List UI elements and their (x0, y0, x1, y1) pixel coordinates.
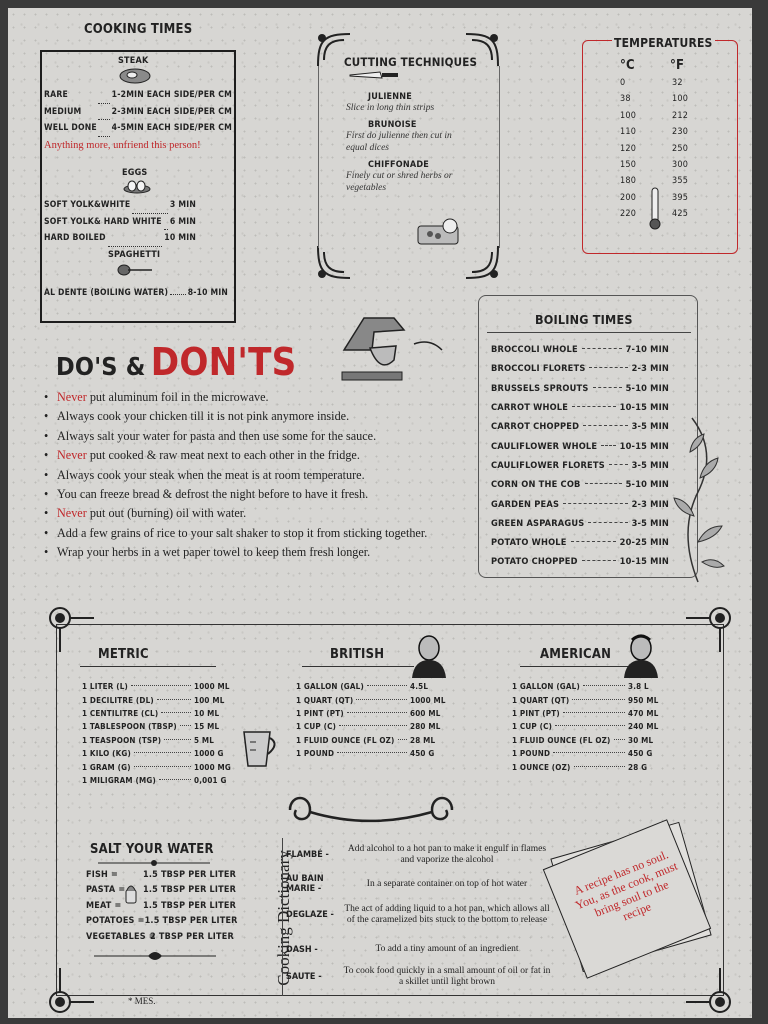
temperature-row (620, 78, 700, 94)
boiling-time: 10-15 MIN (619, 440, 669, 452)
salt-food: POTATOES = (86, 916, 145, 927)
salt-row (86, 932, 236, 947)
leader-dots (98, 90, 110, 104)
british-value: 450 G (410, 749, 435, 759)
temperatures-title: TEMPERATURES (614, 36, 713, 50)
ornament-corner-icon (462, 242, 502, 282)
cooking-times-title: COOKING TIMES (84, 22, 193, 37)
dos-item (44, 543, 456, 562)
dos-text: You can freeze bread & defrost the night before to have it fresh. (57, 487, 369, 502)
leader-dots (180, 725, 191, 726)
salt-title: SALT YOUR WATER (90, 842, 214, 857)
dos-text: Always salt your water for pasta and then use some for the sauce. (57, 428, 377, 443)
fahrenheit-value: 300 (672, 159, 689, 170)
cooking-times-box (40, 50, 236, 323)
celsius-value: 180 (620, 176, 637, 187)
metric-unit: 1 TEASPOON (TSP) (82, 735, 162, 745)
boiling-time: 2-3 MIN (631, 498, 669, 510)
egg-row (44, 233, 196, 250)
american-unit: 1 PINT (PT) (512, 708, 560, 718)
celsius-heading: °C (620, 58, 635, 73)
celsius-value: 38 (620, 94, 631, 105)
signature: * MES. (128, 996, 156, 1006)
spaghetti-row (44, 288, 228, 298)
metric-value: 1000 ML (194, 682, 230, 692)
metric-unit: 1 GRAM (G) (82, 762, 131, 772)
dos-item (44, 427, 456, 446)
boiling-time: 5-10 MIN (625, 382, 669, 394)
salt-food: FISH = (86, 870, 118, 880)
leader-dots (398, 739, 407, 740)
boiling-row (491, 494, 669, 513)
ornament-divider-icon (90, 950, 220, 962)
dictionary-term: SAUTE - (286, 972, 322, 982)
dos-item (44, 485, 456, 504)
cutting-technique-desc: Slice in long thin strips (346, 103, 435, 113)
british-row (296, 707, 448, 720)
dictionary-entry (286, 944, 552, 955)
divider (302, 666, 414, 667)
ornament-corner-icon (44, 966, 96, 1018)
dos-text: Always cook your steak when the meat is at room temperature. (57, 467, 365, 482)
american-title: AMERICAN (540, 647, 612, 662)
metric-unit: 1 KILO (KG) (82, 749, 131, 759)
leader-dashes (571, 541, 616, 542)
american-unit: 1 POUND (512, 749, 551, 759)
divider (487, 332, 691, 333)
egg-row (44, 217, 196, 234)
steak-doneness: RARE (44, 90, 68, 100)
salt-row (86, 885, 236, 900)
dos-text: Always cook your chicken till it is not pink anymore inside. (57, 409, 350, 424)
british-value: 1000 ML (410, 695, 446, 705)
leader-dashes (582, 560, 616, 561)
british-unit: 1 GALLON (GAL) (296, 682, 364, 692)
leader-dashes (609, 464, 628, 465)
british-title: BRITISH (330, 647, 385, 662)
british-row (296, 734, 448, 747)
american-row (512, 693, 666, 706)
dos-text: put cooked & raw meat next to each other in the fridge. (86, 448, 360, 463)
boiling-row (491, 359, 669, 378)
ornament-corner-icon (684, 966, 736, 1018)
divider (80, 666, 216, 667)
dos-item (44, 504, 456, 523)
knife-icon (348, 70, 400, 80)
boiling-title: BOILING TIMES (535, 312, 633, 327)
american-row (512, 680, 666, 693)
boiling-time: 10-15 MIN (619, 556, 669, 568)
cutting-technique-desc: First do julienne then cut in equal dices (346, 131, 452, 153)
leader-dots (347, 712, 407, 713)
dos-title (56, 340, 296, 384)
leader-dots (572, 699, 625, 700)
stand-mixer-icon (334, 310, 454, 386)
boiling-row (491, 533, 669, 552)
fahrenheit-value: 100 (672, 94, 689, 105)
steak-time: 2-3MIN EACH SIDE/PER CM (111, 106, 232, 117)
fahrenheit-heading: °F (670, 58, 685, 73)
dos-text: Wrap your herbs in a wet paper towel to keep them fresh longer. (57, 545, 371, 560)
portrait-icon (622, 632, 660, 678)
american-unit: 1 CUP (C) (512, 722, 553, 732)
leader-dots (553, 752, 625, 753)
cutting-title: CUTTING TECHNIQUES (344, 55, 478, 69)
boiling-list (491, 340, 669, 572)
dictionary-definition: The act of adding liquid to a hot pan, which allows all of the caramelized bits stuck to the bottom to release (344, 904, 550, 925)
leader-dashes (601, 445, 615, 446)
metric-row (82, 707, 232, 720)
steak-heading: STEAK (118, 56, 149, 66)
british-value: 28 ML (410, 735, 436, 745)
celsius-value: 0 (620, 78, 626, 88)
metric-unit: 1 CENTILITRE (CL) (82, 708, 159, 718)
british-list (296, 680, 448, 760)
american-row (512, 734, 666, 747)
american-row (512, 707, 666, 720)
leader-dots (98, 107, 110, 121)
cutting-technique-name: JULIENNE (368, 92, 412, 102)
british-row (296, 747, 448, 760)
leader-dots (108, 233, 163, 247)
leader-dots (574, 766, 625, 767)
boiling-row (491, 514, 669, 533)
dos-warning: Never (57, 390, 87, 404)
salt-food: MEAT = (86, 900, 122, 911)
donts-title-part: DON'TS (150, 340, 297, 384)
british-value: 600 ML (410, 708, 441, 718)
dictionary-term: DASH - (286, 944, 318, 955)
spaghetti-label: AL DENTE (BOILING WATER) (44, 288, 169, 298)
steak-doneness: MEDIUM (44, 106, 82, 117)
american-value: 950 ML (628, 695, 659, 705)
salt-amount: 1.5 TBSP PER LITER (142, 900, 236, 911)
eggs-heading: EGGS (122, 168, 148, 178)
metric-value: 1000 MG (194, 762, 232, 772)
metric-list (82, 680, 232, 787)
dictionary-entry (286, 844, 552, 866)
metric-row (82, 693, 232, 706)
leader-dots (583, 685, 625, 686)
dictionary-term: FLAMBÉ - (286, 850, 329, 860)
boiling-item: CAULIFLOWER WHOLE (491, 440, 598, 452)
dos-item (44, 407, 456, 426)
divider (282, 838, 283, 996)
boiling-row (491, 417, 669, 436)
ornament-corner-icon (44, 602, 96, 654)
salt-row (86, 901, 236, 916)
celsius-value: 200 (620, 192, 637, 203)
metric-unit: 1 DECILITRE (DL) (82, 695, 154, 705)
dos-item (44, 524, 456, 543)
metric-row (82, 774, 232, 787)
boiling-row (491, 379, 669, 398)
british-unit: 1 CUP (C) (296, 722, 337, 732)
dictionary-definition: To cook food quickly in a small amount of oil or fat in a skillet until light brown (343, 966, 551, 987)
fahrenheit-value: 250 (672, 143, 689, 154)
metric-row (82, 720, 232, 733)
boiling-time: 7-10 MIN (625, 344, 669, 356)
fahrenheit-value: 32 (672, 78, 683, 88)
american-value: 470 ML (628, 708, 659, 718)
leader-dashes (585, 483, 622, 484)
metric-unit: 1 MILIGRAM (MG) (82, 775, 156, 785)
american-row (512, 760, 666, 773)
fahrenheit-value: 355 (672, 176, 689, 187)
boiling-item: CARROT CHOPPED (491, 421, 580, 433)
fahrenheit-value: 425 (672, 209, 689, 220)
egg-time: 6 MIN (169, 216, 196, 227)
american-unit: 1 QUART (QT) (512, 695, 570, 705)
leader-dots (134, 766, 191, 767)
measuring-cup-icon (236, 726, 282, 770)
leader-dots (614, 739, 625, 740)
celsius-value: 100 (620, 110, 637, 121)
dictionary-entry (286, 874, 552, 894)
temperature-row (620, 127, 700, 143)
eggs-icon (122, 180, 152, 194)
leader-dots (337, 752, 407, 753)
steak-time: 1-2MIN EACH SIDE/PER CM (111, 90, 232, 100)
leader-dots (563, 712, 625, 713)
leader-dashes (582, 348, 622, 349)
temperature-row (620, 160, 700, 176)
quote-text: A recipe has no soul. You, as the cook, must bring soul to the recipe (572, 847, 680, 924)
salt-row (86, 870, 236, 885)
metric-title: METRIC (98, 647, 149, 662)
leader-dots (367, 685, 407, 686)
boiling-time: 5-10 MIN (625, 479, 669, 491)
dos-list (44, 388, 456, 563)
egg-style: SOFT YOLK&WHITE (44, 200, 131, 210)
boiling-row (491, 436, 669, 455)
boiling-item: GREEN ASPARAGUS (491, 517, 585, 529)
metric-row (82, 680, 232, 693)
boiling-row (491, 552, 669, 571)
cutting-technique-name: CHIFFONADE (368, 160, 429, 170)
celsius-value: 110 (620, 127, 637, 138)
boiling-item: BROCCOLI WHOLE (491, 344, 578, 356)
dos-text: put out (burning) oil with water. (86, 506, 247, 521)
boiling-row (491, 475, 669, 494)
divider (520, 666, 630, 667)
leader-dashes (572, 406, 616, 407)
leader-dashes (583, 425, 627, 426)
steak-icon (118, 68, 152, 84)
boiling-item: CAULIFLOWER FLORETS (491, 459, 605, 471)
british-row (296, 693, 448, 706)
american-value: 3.8 L (628, 682, 649, 692)
american-unit: 1 OUNCE (OZ) (512, 762, 571, 772)
cutting-board-icon (416, 216, 470, 248)
boiling-row (491, 340, 669, 359)
british-value: 280 ML (410, 722, 441, 732)
american-value: 240 ML (628, 722, 659, 732)
metric-value: 5 ML (194, 735, 215, 745)
american-value: 30 ML (628, 735, 654, 745)
leader-dots (164, 739, 191, 740)
leader-dots (132, 200, 168, 214)
egg-row (44, 200, 196, 217)
cutting-list (346, 92, 470, 194)
boiling-row (491, 456, 669, 475)
scroll-ornament-icon (270, 790, 472, 830)
american-row (512, 747, 666, 760)
ornament-corner-icon (314, 242, 354, 282)
egg-time: 10 MIN (164, 233, 196, 243)
egg-style: HARD BOILED (44, 233, 106, 243)
dictionary-entry (286, 966, 552, 988)
leader-dots (157, 699, 191, 700)
spaghetti-value: 8-10 MIN (187, 288, 228, 298)
celsius-value: 120 (620, 143, 637, 154)
egg-time: 3 MIN (169, 200, 196, 210)
steak-row (44, 107, 232, 124)
cutting-technique-desc: Finely cut or shred herbs or vegetables (346, 171, 453, 193)
british-row (296, 720, 448, 733)
steak-time: 4-5MIN EACH SIDE/PER CM (111, 123, 232, 133)
dos-item (44, 388, 456, 407)
british-unit: 1 POUND (296, 749, 335, 759)
leader-dots (356, 699, 407, 700)
dictionary-definition: Add alcohol to a hot pan to make it engulf in flames and vaporize the alcohol (347, 844, 547, 865)
salt-food: PASTA = (86, 885, 126, 896)
dictionary-title: Cooking Dictionary (274, 850, 293, 986)
steak-list (44, 90, 232, 140)
boiling-item: BROCCOLI FLORETS (491, 363, 586, 375)
leader-dots (555, 725, 625, 726)
boiling-item: CARROT WHOLE (491, 402, 569, 414)
vine-icon (668, 412, 738, 586)
leader-dots (164, 217, 168, 231)
leader-dashes (563, 503, 627, 504)
metric-unit: 1 TABLESPOON (TBSP) (82, 722, 177, 732)
dictionary-definition: To add a tiny amount of an ingredient (375, 944, 519, 954)
cutting-technique-name: BRUNOISE (368, 120, 417, 130)
eggs-list (44, 200, 196, 250)
thermometer-icon (648, 186, 662, 232)
steak-note: Anything more, unfriend this person! (44, 140, 201, 151)
boiling-time: 10-15 MIN (619, 402, 669, 414)
dos-title-part: DO'S & (56, 352, 146, 381)
fahrenheit-value: 230 (672, 127, 689, 138)
steak-row (44, 90, 232, 107)
leader-dashes (593, 387, 622, 388)
boiling-time: 3-5 MIN (631, 421, 669, 433)
american-value: 28 G (628, 762, 648, 772)
american-list (512, 680, 666, 774)
boiling-row (491, 398, 669, 417)
egg-style: SOFT YOLK& HARD WHITE (44, 216, 162, 227)
dos-warning: Never (57, 506, 87, 521)
metric-value: 1000 G (194, 749, 224, 759)
metric-row (82, 734, 232, 747)
british-row (296, 680, 448, 693)
celsius-value: 150 (620, 159, 637, 170)
leader-dots (161, 712, 191, 713)
ornament-corner-icon (684, 602, 736, 654)
salt-row (86, 916, 236, 931)
dictionary-definition: In a separate container on top of hot water (366, 878, 528, 889)
metric-unit: 1 LITER (L) (82, 682, 129, 692)
salt-amount: 1.5 TBSP PER LITER (142, 885, 236, 896)
boiling-box (478, 295, 698, 578)
leader-dashes (588, 522, 627, 523)
boiling-item: BRUSSELS SPROUTS (491, 382, 589, 394)
dos-item (44, 446, 456, 465)
metric-row (82, 747, 232, 760)
fork-spaghetti-icon (114, 264, 154, 276)
dictionary-term: AU BAIN MARIE - (286, 874, 324, 894)
celsius-value: 220 (620, 209, 637, 220)
fahrenheit-value: 395 (672, 192, 689, 203)
leader-dots (98, 123, 110, 137)
portrait-icon (410, 632, 448, 678)
dos-text: Add a few grains of rice to your salt shaker to stop it from sticking together. (57, 525, 428, 540)
salt-amount: 2 TBSP PER LITER (150, 931, 234, 942)
dos-item (44, 466, 456, 485)
boiling-time: 2-3 MIN (631, 363, 669, 375)
salt-amount: 1.5 TBSP PER LITER (142, 870, 236, 880)
dos-warning: Never (57, 448, 87, 463)
metric-row (82, 760, 232, 773)
american-value: 450 G (628, 749, 653, 759)
british-unit: 1 QUART (QT) (296, 695, 354, 705)
dictionary-entry (286, 904, 552, 926)
american-unit: 1 FLUID OUNCE (FL OZ) (512, 735, 611, 745)
salt-food: VEGETABLES = (86, 931, 156, 942)
metric-value: 10 ML (194, 708, 220, 718)
salt-amount: 1.5 TBSP PER LITER (144, 916, 238, 927)
leader-dots (134, 752, 191, 753)
temperature-row (620, 144, 700, 160)
steak-doneness: WELL DONE (44, 123, 97, 133)
british-unit: 1 FLUID OUNCE (FL OZ) (296, 735, 395, 745)
metric-value: 100 ML (194, 695, 225, 705)
boiling-time: 3-5 MIN (631, 459, 669, 471)
temperature-row (620, 111, 700, 127)
boiling-item: GARDEN PEAS (491, 498, 560, 510)
poster (8, 8, 752, 1018)
boiling-item: POTATO WHOLE (491, 537, 567, 549)
british-unit: 1 PINT (PT) (296, 708, 344, 718)
american-row (512, 720, 666, 733)
american-unit: 1 GALLON (GAL) (512, 682, 580, 692)
british-value: 4.5L (410, 682, 429, 692)
fahrenheit-value: 212 (672, 110, 689, 121)
boiling-item: POTATO CHOPPED (491, 556, 578, 568)
boiling-item: CORN ON THE COB (491, 479, 581, 491)
leader-dots (339, 725, 407, 726)
temperature-row (620, 94, 700, 110)
salt-list (86, 870, 236, 947)
leader-dots (159, 779, 191, 780)
steak-row (44, 123, 232, 140)
boiling-time: 20-25 MIN (619, 537, 669, 549)
boiling-time: 3-5 MIN (631, 517, 669, 529)
dictionary-term: DEGLAZE - (286, 910, 334, 920)
ornament-divider-icon (94, 858, 214, 868)
metric-value: 15 ML (194, 722, 220, 732)
leader-dots (131, 685, 191, 686)
leader-dashes (589, 367, 627, 368)
spaghetti-heading: SPAGHETTI (108, 250, 161, 260)
metric-value: 0,001 G (194, 775, 227, 785)
dos-text: put aluminum foil in the microwave. (86, 390, 269, 404)
